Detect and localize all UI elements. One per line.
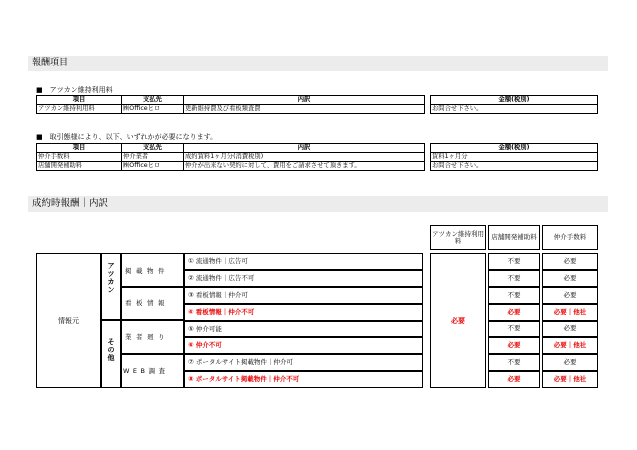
table2-cell: 仲介手数料 [37,153,122,162]
matrix-fee-value: 必要｜他社 [542,304,598,321]
matrix-item-row [184,270,423,287]
table2-cell: 店舗開発補助料 [37,162,122,171]
table1-subtitle: ■ アツカン維持利用料 [36,86,113,94]
matrix-atsukan-value: 必要 [451,316,465,325]
matrix-item-row [184,321,423,338]
matrix-item-row [184,304,423,321]
matrix-fee-value: 必要 [542,287,598,304]
matrix-sub-keisai-label: 掲載物件 [125,267,169,275]
matrix-header-atsukan: アツカン維持利用料 [430,225,486,250]
matrix-item-label: ⑤ 仲介可能 [188,324,222,333]
matrix-fee-value: 必要｜他社 [542,337,598,354]
table1-cell: 更新維持費及び看板類査費 [184,105,425,114]
matrix-item-row [184,337,423,354]
section-title-rewards: 報酬項目 [28,56,608,71]
matrix-fee-value: 必要 [542,321,598,338]
matrix-group-other-label: そ の 他 [107,338,115,362]
table2-cell: 仲介業者 [122,153,184,162]
matrix-item-row [184,287,423,304]
matrix-dev-value: 必要 [488,371,540,388]
matrix-fee-value: 必要 [542,270,598,287]
matrix-dev-value: 不要 [488,321,540,338]
table1-header-amount: 金額(税別) [431,96,598,105]
table1-header-item: 項目 [37,96,122,105]
matrix-item-label: ④ 看板情報｜仲介不可 [188,307,255,316]
matrix-item-row [184,371,423,388]
table2-cell: 仲介が出来ない契約に対して、費用をご請求させて頂きます。 [184,162,425,171]
matrix-dev-value: 不要 [488,270,540,287]
matrix-fee-value: 必要 [542,253,598,270]
table1-main [36,95,425,114]
matrix-dev-value: 不要 [488,253,540,270]
matrix-item-row [184,253,423,270]
table1-header-payee: 支払先 [122,96,184,105]
matrix-sub-kanban-label: 看板情報 [125,299,169,307]
matrix-header-fee: 仲介手数料 [542,225,598,250]
matrix-source-cell [36,253,101,388]
table2-header-detail: 内訳 [184,144,425,153]
matrix-fee-value: 必要｜他社 [542,371,598,388]
matrix-item-label: ⑦ ポータルサイト掲載物件｜仲介可 [188,358,293,367]
matrix-item-row [184,354,423,371]
table2-cell: 成約賃料1ヶ月分(消費税別) [184,153,425,162]
matrix-item-label: ① 流通物件｜広告可 [188,257,248,265]
table2-header-item: 項目 [37,144,122,153]
table1-header-detail: 内訳 [184,96,425,105]
table2-header-amount: 金額(税別) [431,144,598,153]
matrix-fee-value: 必要 [542,354,598,371]
matrix-group-atsukan-label: ア ツ カ ン [107,262,115,294]
table1-amount [430,95,598,114]
table2-cell: ㈱Officeヒロ [122,162,184,171]
table2-amount [430,143,598,171]
table1-cell: アツカン維持利用料 [37,105,122,114]
table1-cell: ㈱Officeヒロ [122,105,184,114]
table2-cell: お問合せ下さい。 [431,162,598,171]
matrix-item-label: ③ 看板情報｜仲介可 [188,290,248,299]
matrix-atsukan-cell [430,253,486,388]
matrix-source-label: 情報元 [58,316,79,325]
matrix-header-dev: 店舗開発補助料 [488,225,540,250]
table2-cell: 賃料1ヶ月分 [431,153,598,162]
matrix-dev-value: 不要 [488,354,540,371]
matrix-item-label: ⑥ 仲介不可 [188,341,222,350]
table2-subtitle: ■ 取引態様により、以下、いずれかが必要になります。 [36,133,218,141]
table2-main [36,143,425,171]
matrix-sub-web-label: WEB調査 [123,367,169,375]
table1-cell: お問合せ下さい。 [431,105,598,114]
matrix-dev-value: 必要 [488,304,540,321]
matrix-dev-value: 必要 [488,337,540,354]
matrix-item-label: ⑧ ポータルサイト掲載物件｜仲介不可 [188,375,300,384]
section-title-breakdown: 成約時報酬｜内訳 [28,196,608,212]
matrix-item-label: ② 流通物件｜広告不可 [188,273,255,282]
matrix-dev-value: 不要 [488,287,540,304]
table2-header-payee: 支払先 [122,144,184,153]
matrix-sub-gyosha-label: 業者廻り [125,333,169,341]
